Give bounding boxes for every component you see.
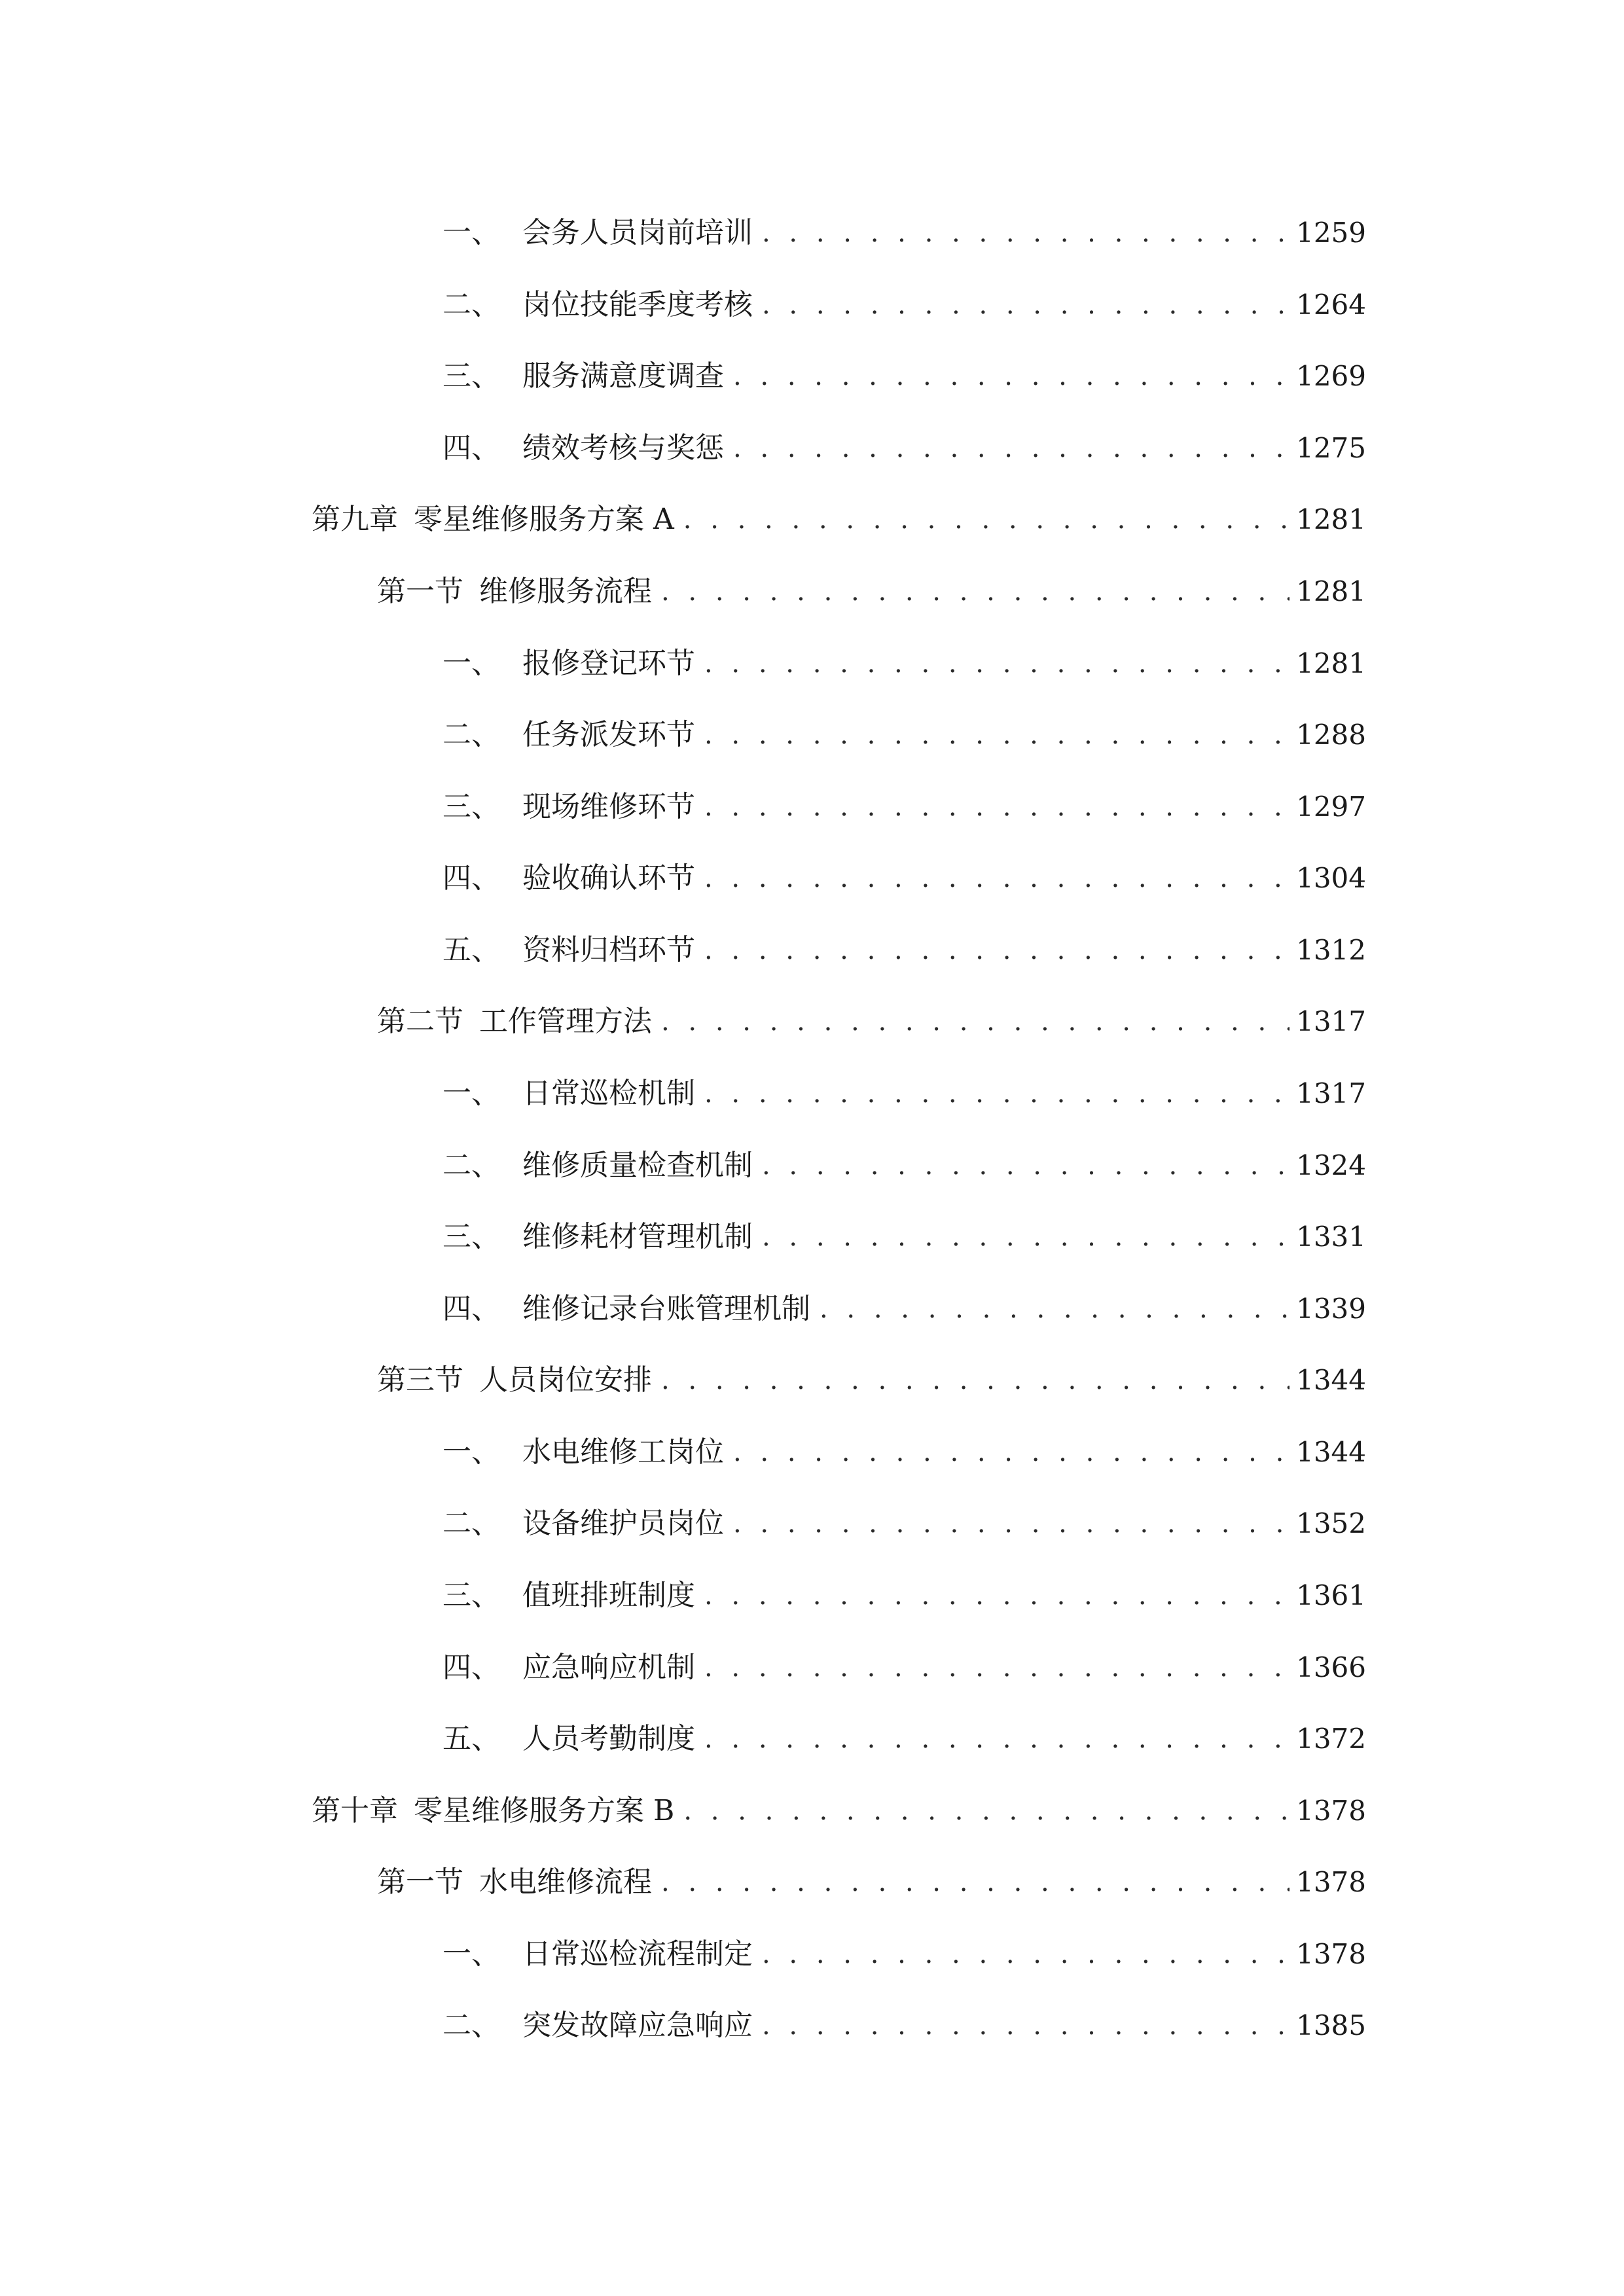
toc-entry-number: 一、 <box>442 216 500 249</box>
dot-leader <box>704 714 1290 756</box>
toc-entry-page: 1324 <box>1296 1149 1366 1181</box>
toc-entry-number: 五、 <box>442 933 500 967</box>
toc-entry-page: 1281 <box>1296 575 1366 607</box>
toc-entry-number: 四、 <box>442 431 500 465</box>
dot-leader <box>704 929 1290 971</box>
toc-entry-number: 三、 <box>442 1220 500 1253</box>
dot-leader <box>704 1575 1290 1617</box>
toc-entry-number: 一、 <box>442 1937 500 1971</box>
toc-entry-number: 四、 <box>442 1292 500 1325</box>
toc-entry-chapter[interactable] <box>312 488 1366 541</box>
toc-entry-number: 三、 <box>442 790 500 823</box>
dot-leader <box>661 1359 1290 1401</box>
toc-entry[interactable] <box>442 776 1366 828</box>
toc-entry-number: 二、 <box>442 718 500 751</box>
toc-entry-number: 三、 <box>442 1579 500 1612</box>
toc-entry[interactable] <box>442 1421 1366 1473</box>
toc-entry-page: 1281 <box>1296 503 1366 535</box>
toc-chapter-number: 第十章 <box>312 1794 398 1827</box>
toc-entry[interactable] <box>442 202 1366 254</box>
toc-entry-title: 零星维修服务方案 B <box>414 1794 675 1827</box>
toc-entry-page: 1378 <box>1296 1938 1366 1970</box>
toc-entry-section[interactable] <box>377 560 1366 613</box>
toc-entry[interactable] <box>442 1062 1366 1115</box>
toc-entry-title: 突发故障应急响应 <box>522 2009 753 2042</box>
toc-entry-page: 1344 <box>1296 1436 1366 1468</box>
dot-leader <box>733 1503 1290 1545</box>
dot-leader <box>762 1145 1290 1187</box>
toc-entry[interactable] <box>442 1708 1366 1760</box>
toc-entry-title: 值班排班制度 <box>522 1579 695 1612</box>
dot-leader <box>733 355 1290 397</box>
toc-entry-number: 四、 <box>442 1651 500 1684</box>
dot-leader <box>661 571 1290 613</box>
toc-entry-title: 水电维修流程 <box>479 1865 652 1899</box>
dot-leader <box>704 643 1290 685</box>
toc-entry-page: 1312 <box>1296 934 1366 966</box>
toc-entry-number: 一、 <box>442 1077 500 1110</box>
toc-entry-page: 1264 <box>1296 289 1366 321</box>
toc-entry-title: 任务派发环节 <box>522 718 695 751</box>
toc-section-number: 第二节 <box>377 1005 463 1038</box>
toc-entry[interactable] <box>442 1564 1366 1617</box>
toc-entry[interactable] <box>442 345 1366 397</box>
toc-entry-page: 1378 <box>1296 1866 1366 1898</box>
toc-entry-title: 绩效考核与奖惩 <box>522 431 724 465</box>
toc-entry[interactable] <box>442 274 1366 326</box>
toc-entry-title: 会务人员岗前培训 <box>522 216 753 249</box>
dot-leader <box>762 1216 1290 1258</box>
toc-entry[interactable] <box>442 919 1366 971</box>
toc-entry-title: 验收确认环节 <box>522 861 695 895</box>
toc-section-number: 第一节 <box>377 575 463 608</box>
dot-leader <box>704 1718 1290 1760</box>
toc-entry-number: 三、 <box>442 359 500 393</box>
toc-entry-title: 应急响应机制 <box>522 1651 695 1684</box>
toc-entry-page: 1352 <box>1296 1507 1366 1539</box>
toc-entry-title: 维修记录台账管理机制 <box>522 1292 810 1325</box>
dot-leader <box>704 1647 1290 1689</box>
toc-entry-section[interactable] <box>377 1851 1366 1903</box>
toc-entry[interactable] <box>442 704 1366 756</box>
toc-entry[interactable] <box>442 1994 1366 2047</box>
toc-entry-number: 二、 <box>442 1507 500 1540</box>
toc-entry-chapter[interactable] <box>312 1780 1366 1832</box>
toc-entry-title: 现场维修环节 <box>522 790 695 823</box>
toc-entry-title: 岗位技能季度考核 <box>522 288 753 321</box>
toc-entry-number: 五、 <box>442 1722 500 1755</box>
toc-entry-title: 人员考勤制度 <box>522 1722 695 1755</box>
dot-leader <box>683 499 1290 541</box>
toc-chapter-number: 第九章 <box>312 503 398 536</box>
toc-entry-title: 日常巡检流程制定 <box>522 1937 753 1971</box>
toc-entry-title: 设备维护员岗位 <box>522 1507 724 1540</box>
toc-entry-number: 一、 <box>442 647 500 680</box>
toc-entry-title: 报修登记环节 <box>522 647 695 680</box>
dot-leader <box>820 1288 1290 1330</box>
toc-section-number: 第三节 <box>377 1363 463 1397</box>
toc-entry[interactable] <box>442 632 1366 685</box>
toc-entry-page: 1378 <box>1296 1795 1366 1827</box>
dot-leader <box>762 212 1290 254</box>
toc-entry-number: 二、 <box>442 2009 500 2042</box>
toc-entry-page: 1288 <box>1296 719 1366 751</box>
toc-entry[interactable] <box>442 847 1366 899</box>
dot-leader <box>762 2005 1290 2047</box>
toc-entry-number: 四、 <box>442 861 500 895</box>
toc-entry[interactable] <box>442 1278 1366 1330</box>
toc-entry-page: 1317 <box>1296 1077 1366 1109</box>
dot-leader <box>661 1861 1290 1903</box>
toc-entry-page: 1304 <box>1296 862 1366 894</box>
dot-leader <box>762 1933 1290 1975</box>
toc-entry-page: 1385 <box>1296 2009 1366 2041</box>
toc-entry-title: 日常巡检机制 <box>522 1077 695 1110</box>
dot-leader <box>704 1073 1290 1115</box>
toc-entry[interactable] <box>442 1492 1366 1545</box>
toc-entry[interactable] <box>442 1923 1366 1975</box>
toc-entry-page: 1361 <box>1296 1579 1366 1611</box>
toc-entry-section[interactable] <box>377 1349 1366 1401</box>
dot-leader <box>762 284 1290 326</box>
toc-entry[interactable] <box>442 1134 1366 1187</box>
toc-entry-title: 水电维修工岗位 <box>522 1435 724 1469</box>
toc-entry-title: 服务满意度调查 <box>522 359 724 393</box>
dot-leader <box>733 427 1290 469</box>
toc-entry-page: 1339 <box>1296 1293 1366 1325</box>
toc-entry-title: 维修质量检查机制 <box>522 1149 753 1182</box>
toc-entry-section[interactable] <box>377 990 1366 1043</box>
toc-entry-page: 1275 <box>1296 432 1366 464</box>
toc-entry-page: 1269 <box>1296 360 1366 392</box>
dot-leader <box>733 1431 1290 1473</box>
toc-entry-page: 1344 <box>1296 1364 1366 1396</box>
dot-leader <box>661 1001 1290 1043</box>
toc-entry-page: 1259 <box>1296 217 1366 249</box>
toc-entry-page: 1372 <box>1296 1723 1366 1755</box>
toc-entry-page: 1317 <box>1296 1005 1366 1037</box>
dot-leader <box>704 857 1290 899</box>
toc-entry-title: 维修耗材管理机制 <box>522 1220 753 1253</box>
toc-section-number: 第一节 <box>377 1865 463 1899</box>
toc-entry-page: 1366 <box>1296 1651 1366 1683</box>
toc-entry-title: 人员岗位安排 <box>479 1363 652 1397</box>
toc-entry-page: 1331 <box>1296 1221 1366 1253</box>
toc-entry-title: 资料归档环节 <box>522 933 695 967</box>
toc-entry-title: 零星维修服务方案 A <box>414 503 674 536</box>
dot-leader <box>704 786 1290 828</box>
toc-entry[interactable] <box>442 1636 1366 1689</box>
toc-entry-number: 一、 <box>442 1435 500 1469</box>
toc-entry-title: 工作管理方法 <box>479 1005 652 1038</box>
toc-entry-title: 维修服务流程 <box>479 575 652 608</box>
toc-entry-number: 二、 <box>442 1149 500 1182</box>
toc-entry-number: 二、 <box>442 288 500 321</box>
toc-entry-page: 1281 <box>1296 647 1366 679</box>
dot-leader <box>683 1790 1290 1832</box>
toc-entry-page: 1297 <box>1296 791 1366 823</box>
toc-entry[interactable] <box>442 1206 1366 1258</box>
toc-entry[interactable] <box>442 417 1366 469</box>
